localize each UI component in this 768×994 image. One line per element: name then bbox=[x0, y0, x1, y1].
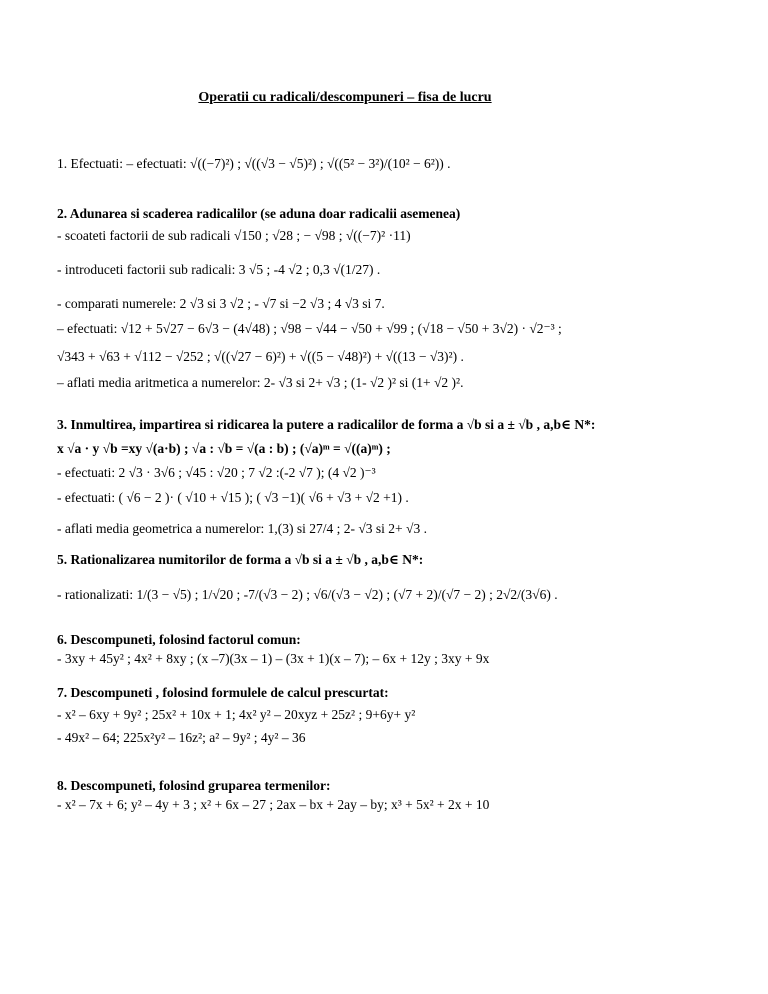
exercise-3c: - aflati media geometrica a numerelor: 1,(3) si 27/4 ; 2- √3 si 2+ √3 . bbox=[57, 521, 427, 536]
section-2-heading: 2. Adunarea si scaderea radicalilor (se aduna doar radicalii asemenea) bbox=[57, 206, 461, 221]
exercise-8a: - x² – 7x + 6; y² – 4y + 3 ; x² + 6x – 27 ; 2ax – bx + 2ay – by; x³ + 5x² + 2x + 10 bbox=[57, 797, 490, 812]
exercise-2f: – aflati media aritmetica a numerelor: 2- √3 si 2+ √3 ; (1- √2 )² si (1+ √2 )². bbox=[57, 375, 464, 390]
exercise-7a: - x² – 6xy + 9y² ; 25x² + 10x + 1; 4x² y² – 20xyz + 25z² ; 9+6y+ y² bbox=[57, 707, 416, 722]
exercise-2e: √343 + √63 + √112 − √252 ; √((√27 − 6)²) + √((5 − √48)²) + √((13 − √3)²) . bbox=[57, 349, 464, 364]
exercise-2d: – efectuati: √12 + 5√27 − 6√3 − (4√48) ; √98 − √44 − √50 + √99 ; (√18 − √50 + 3√2) · √2⁻³ ; bbox=[57, 321, 562, 336]
exercise-2a: - scoateti factorii de sub radicali √150 ; √28 ; − √98 ; √((−7)² ·11) bbox=[57, 228, 411, 243]
exercise-7b: - 49x² – 64; 225x²y² – 16z²; a² – 9y² ; 4y² – 36 bbox=[57, 730, 306, 745]
page-title: Operatii cu radicali/descompuneri – fisa de lucru bbox=[198, 90, 492, 105]
exercise-2c: - comparati numerele: 2 √3 si 3 √2 ; - √7 si −2 √3 ; 4 √3 si 7. bbox=[57, 296, 385, 311]
exercise-6a: - 3xy + 45y² ; 4x² + 8xy ; (x –7)(3x – 1) – (3x + 1)(x – 7); – 6x + 12y ; 3xy + 9x bbox=[57, 651, 490, 666]
section-7-heading: 7. Descompuneti , folosind formulele de calcul prescurtat: bbox=[57, 685, 389, 700]
exercise-3a: - efectuati: 2 √3 · 3√6 ; √45 : √20 ; 7 √2 :(-2 √7 ); (4 √2 )⁻³ bbox=[57, 465, 376, 480]
section-5-heading: 5. Rationalizarea numitorilor de forma a √b si a ± √b , a,b∈ N*: bbox=[57, 552, 424, 567]
section-8-heading: 8. Descompuneti, folosind gruparea termenilor: bbox=[57, 778, 331, 793]
exercise-2b: - introduceti factorii sub radicali: 3 √5 ; -4 √2 ; 0,3 √(1/27) . bbox=[57, 262, 381, 277]
radical-rules: x √a · y √b =xy √(a·b) ; √a : √b = √(a : b) ; (√a)ᵐ = √((a)ᵐ) ; bbox=[57, 441, 391, 456]
exercise-1: 1. Efectuati: – efectuati: √((−7)²) ; √((√3 − √5)²) ; √((5² − 3²)/(10² − 6²)) . bbox=[57, 156, 451, 171]
exercise-3b: - efectuati: ( √6 − 2 )· ( √10 + √15 ); ( √3 −1)( √6 + √3 + √2 +1) . bbox=[57, 490, 409, 505]
section-3-heading: 3. Inmultirea, impartirea si ridicarea la putere a radicalilor de forma a √b si a ± √b , a,b∈ N*: bbox=[57, 417, 596, 432]
section-6-heading: 6. Descompuneti, folosind factorul comun: bbox=[57, 632, 301, 647]
exercise-5a: - rationalizati: 1/(3 − √5) ; 1/√20 ; -7/(√3 − 2) ; √6/(√3 − √2) ; (√7 + 2)/(√7 − 2) ; 2√2/(3√6) . bbox=[57, 587, 558, 602]
